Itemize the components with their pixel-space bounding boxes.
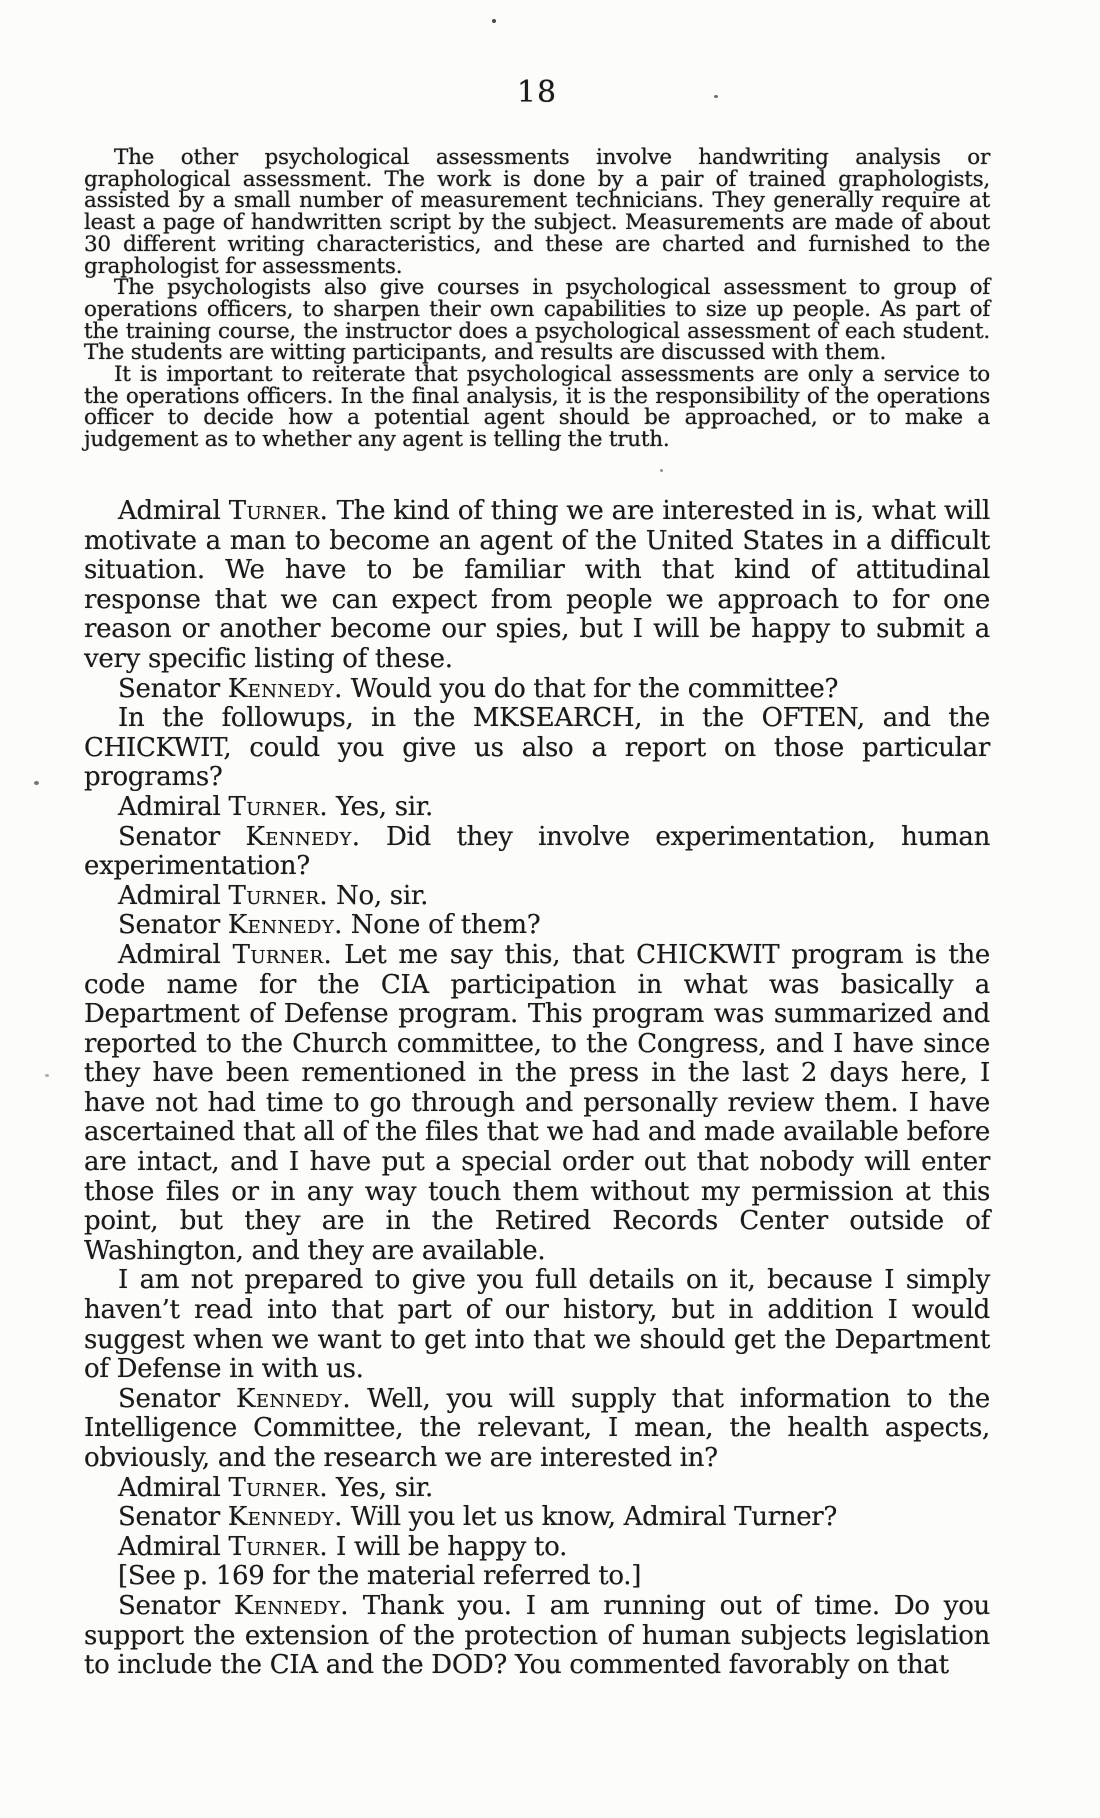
dialogue-paragraph-6 xyxy=(84,882,990,912)
dialogue-paragraph-2 xyxy=(84,675,990,705)
speaker-name: Kennedy. xyxy=(227,673,343,704)
speaker-name: Turner. xyxy=(228,496,329,526)
dialogue-text: Thank you. I am running out of time. Do you support the extension of the protection of human subjects legislation to include the CIA and the DOD? You commented favorably on that xyxy=(84,1590,990,1681)
statement-section xyxy=(84,147,990,451)
dialogue-section xyxy=(84,497,990,1681)
dialogue-text: Did they involve experimentation, human experimentation? xyxy=(84,821,991,882)
dialogue-text: [See p. 169 for the material referred to.] xyxy=(118,1561,642,1592)
dialogue-paragraph-10 xyxy=(84,1385,990,1474)
dialogue-text: In the followups, in the MKSEARCH, in the OFTEN, and the CHICKWIT, could you give us also a report on those particular programs? xyxy=(84,703,990,793)
page-number: 18 xyxy=(516,75,558,110)
dialogue-text: Let me say this, that CHICKWIT program is the code name for the CIA participation in what was basically a Department of Defense program. This program was summarized and reported to the Church committee, to the Congress, and I have since they have been rementioned in the press in the last 2 days here, I have not had time to go through and personally review them. I have ascertained that all of the files that we had and made available before are intact, and I have put a special order out that nobody will enter those files or in any way touch them without my permission at this point, but they are in the Retired Records Center outside of Washington, and they are available. xyxy=(84,939,991,1266)
dialogue-paragraph-3 xyxy=(84,704,990,793)
dialogue-text: None of them? xyxy=(350,910,541,941)
dialogue-paragraph-9 xyxy=(84,1266,990,1384)
speaker-prefix: Admiral xyxy=(118,791,229,822)
speaker-name: Turner. xyxy=(228,1472,329,1503)
speaker-prefix: Senator xyxy=(118,1590,234,1621)
speaker-prefix: Senator xyxy=(118,1383,236,1414)
dialogue-text: I will be happy to. xyxy=(336,1531,568,1562)
scan-speck xyxy=(34,781,39,785)
speaker-prefix: Senator xyxy=(118,1502,228,1533)
scan-speck xyxy=(660,469,663,472)
statement-paragraph-2: The psychologists also give courses in psychological assessment to group of operations officers, to sharpen their own capabilities to size up people. As part of the training course, the instructor does a psychological assessment of each student. The students are witting participants, and results are discussed with them. xyxy=(84,275,990,366)
dialogue-paragraph-13 xyxy=(84,1533,990,1563)
scan-speck xyxy=(45,1074,49,1077)
dialogue-paragraph-14 xyxy=(84,1562,990,1592)
speaker-prefix: Senator xyxy=(118,821,246,852)
dialogue-paragraph-4 xyxy=(84,793,990,823)
speaker-prefix: Senator xyxy=(118,673,228,704)
dialogue-text: No, sir. xyxy=(336,880,429,911)
speaker-prefix: Admiral xyxy=(118,880,229,911)
dialogue-text: Yes, sir. xyxy=(336,791,434,822)
dialogue-paragraph-12 xyxy=(84,1503,990,1533)
speaker-name: Turner. xyxy=(232,939,333,970)
speaker-name: Turner. xyxy=(228,1531,329,1562)
dialogue-paragraph-7 xyxy=(84,911,990,941)
speaker-prefix: Admiral xyxy=(118,939,233,970)
dialogue-text: I am not prepared to give you full details on it, because I simply haven’t read into that part of our history, but in addition I would suggest when we want to get into that we should get the Department of Defense in with us. xyxy=(84,1265,990,1385)
dialogue-text: Will you let us know, Admiral Turner? xyxy=(350,1502,838,1533)
speaker-name: Turner. xyxy=(228,880,329,911)
statement-paragraph-3: It is important to reiterate that psychological assessments are only a service to the operations officers. In the final analysis, it is the responsibility of the operations officer to decide how a potential agent should be approached, or to make a judgement as to whether any agent is telling the truth. xyxy=(84,362,990,453)
dialogue-paragraph-1 xyxy=(84,497,990,675)
speaker-name: Kennedy. xyxy=(245,821,361,852)
statement-paragraph-1: The other psychological assessments involve handwriting analysis or graphological assessment. The work is done by a pair of trained graphologists, assisted by a small number of measurement technicians. They generally require at least a page of handwritten script by the subject. Measurements are made of about 30 different writing characteristics, and these are charted and furnished to the graphologist for assessments. xyxy=(84,145,990,279)
dialogue-paragraph-11 xyxy=(84,1474,990,1504)
dialogue-paragraph-15 xyxy=(84,1592,990,1681)
speaker-name: Kennedy. xyxy=(227,910,343,941)
speaker-name: Kennedy. xyxy=(233,1590,349,1621)
speaker-prefix: Senator xyxy=(118,910,228,941)
speaker-name: Kennedy. xyxy=(227,1502,343,1533)
speaker-name: Turner. xyxy=(228,791,329,822)
dialogue-text: The kind of thing we are interested in is, what will motivate a man to become an agent of the United States in a difficult situation. We have to be familiar with that kind of attitudinal response that we can expect from people we approach to for one reason or another become our spies, but I will be happy to submit a very specific listing of these. xyxy=(84,496,990,674)
dialogue-paragraph-8 xyxy=(84,941,990,1267)
scan-speck xyxy=(492,19,496,23)
dialogue-text: Yes, sir. xyxy=(336,1472,434,1503)
speaker-prefix: Admiral xyxy=(118,496,229,526)
dialogue-paragraph-5 xyxy=(84,823,990,882)
dialogue-text: Would you do that for the committee? xyxy=(350,673,839,704)
dialogue-text: Well, you will supply that information to the Intelligence Committee, the relevant, I mean, the health aspects, obviously, and the research we are interested in? xyxy=(84,1383,990,1473)
speaker-name: Kennedy. xyxy=(236,1383,351,1414)
speaker-prefix: Admiral xyxy=(118,1472,229,1503)
speaker-prefix: Admiral xyxy=(118,1531,229,1562)
